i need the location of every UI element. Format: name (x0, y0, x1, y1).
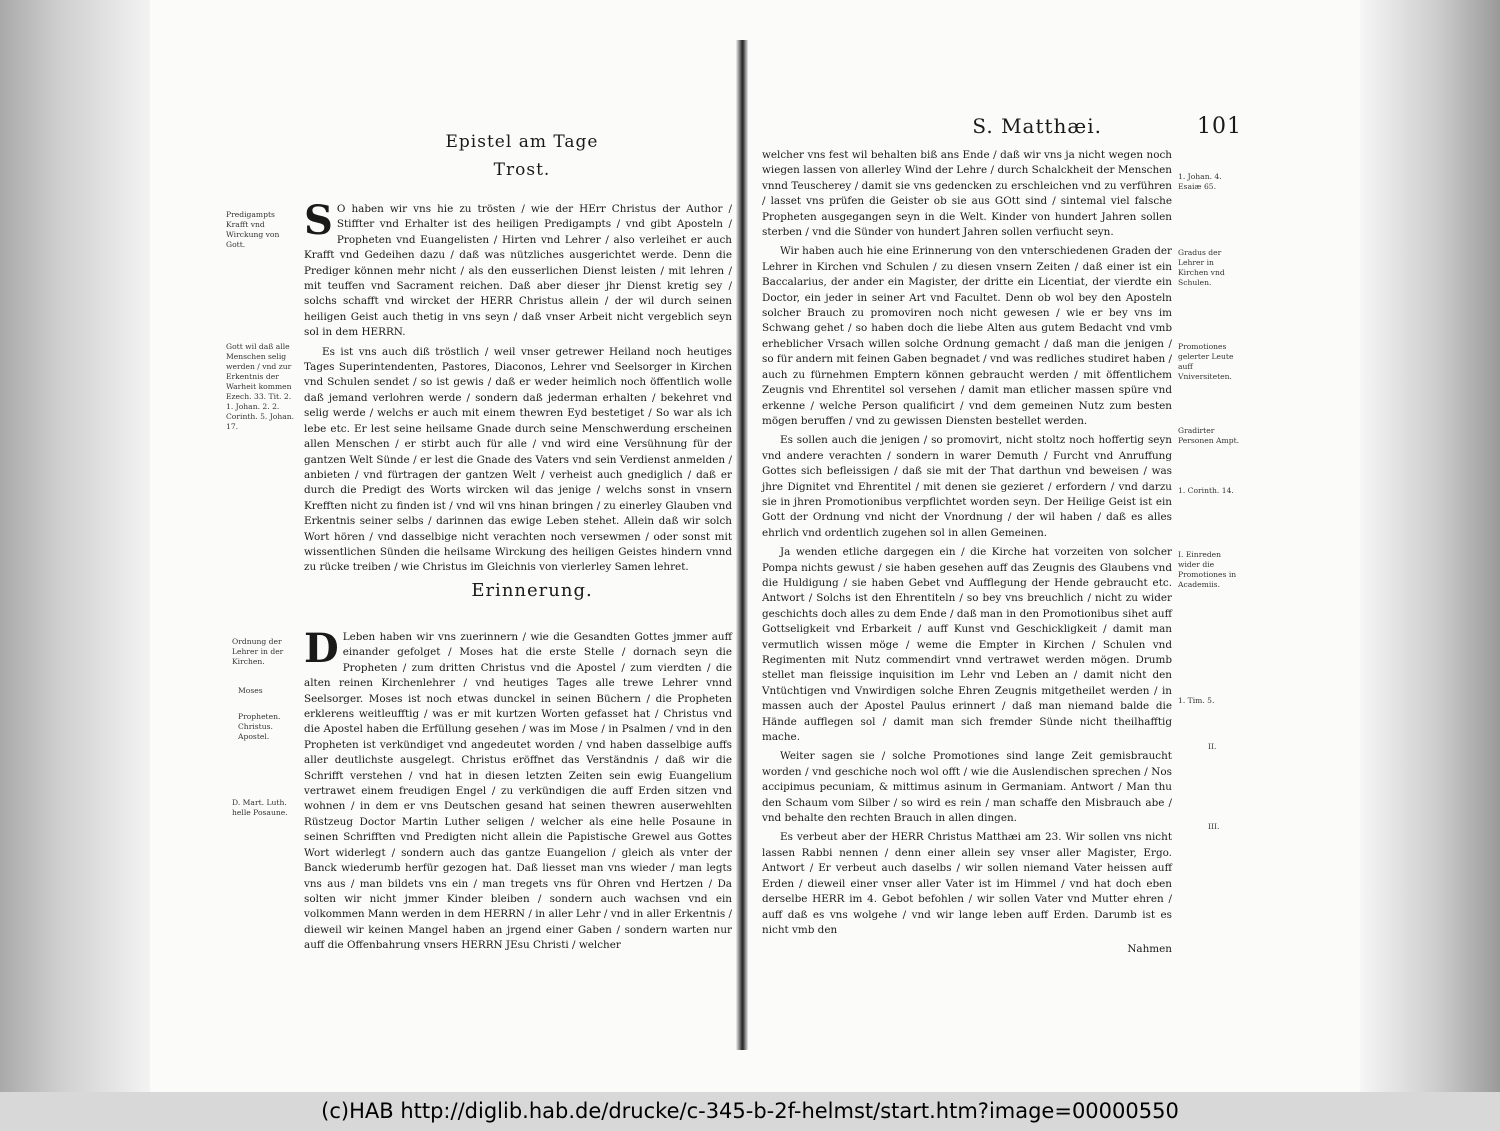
paragraph: Weiter sagen sie / solche Promotiones sind lange Zeit gemisbraucht worden / vnd geschiche noch wol offt / wie die Auslendischen sprechen / Nos accipimus pecuniam, & mittimus asinum in Germaniam. Antwort / Man thu den Schaum vom Silber / so wird es rein / man schaffe den Misbrauch abe / vnd behalte den rechten Brauch in allen dingen. (762, 750, 1172, 825)
margin-note: 1. Tim. 5. (1178, 696, 1215, 705)
copyright-footer: (c)HAB http://diglib.hab.de/drucke/c-345-b-2f-helmst/start.htm?image=00000550 (0, 1092, 1500, 1131)
left-edge-shadow (0, 0, 150, 1092)
paragraph: Es sollen auch die jenigen / so promovirt, nicht stoltz noch hoffertig seyn vnd andere verachten / sondern in warer Demuth / Furcht vnd Anruffung Gottes sich befleissigen / daß sie mit der That darthun vnd beweisen / was jhre Dignitet vnd Ehrentitel / mit denen sie gezieret / erfordern / vnd darzu sie in jhren Promotionibus verpflichtet worden seyn. Der Heilige Geist ist ein Gott der Ordnung vnd nicht der Vnordnung / der wil haben / daß es alles ehrlich vnd ordentlich zugehen sol in allen Gemeinen. (762, 434, 1172, 539)
margin-note: Propheten. Christus. Apostel. (238, 712, 281, 741)
folio-number: 101 (1197, 114, 1242, 139)
margin-note: D. Mart. Luth. helle Posaune. (232, 798, 288, 817)
paragraph: welcher vns fest wil behalten biß ans Ende / daß wir vns ja nicht wegen noch wiegen lassen von allerley Wind der Lehre / durch Schalckheit der Menschen vnnd Teuscherey / damit sie vns gedencken zu erschleichen vnd zu verführen / lasset vns prüfen die Geister ob sie aus GOtt sind / sintemal viel falsche Propheten ausgegangen seyn in die Welt. Kinder von hundert Jahren sollen sterben / vnd die Sünder von hundert Jahren sollen verfiucht seyn. (762, 149, 1172, 239)
dropcap: S (304, 197, 333, 244)
paragraph: Wir haben auch hie eine Erinnerung von den vnterschiedenen Graden der Lehrer in Kirchen vnd Schulen / zu diesen vnsern Zeiten / daß einer ist ein Baccalarius, der ander ein Magister, der dritte ein Licentiat, der vierdte ein Doctor, ein jeder in seiner Art vnd Facultet. Denn ob wol bey den Aposteln solcher Brauch zu promoviren noch nicht gewesen / wie er bey vns im Schwang gehet / so haben doch die liebe Alten aus gutem Bedacht vnd vmb erheblicher Vrsach willen solche Ordnung gemacht / daß man die jenigen / so für andern mit feinen Gaben begnadet / vnd was redliches studiret haben / auch zu fürnehmen Emptern können gebraucht werden / mit öffentlichem Zeugnis vnd Ehrentitel sol versehen / damit man etlicher massen spüre vnd erkenne / welche Person qualificirt / vnd dem gemeinen Nutz zum besten mögen beruffen / vnd zu gewissen Diensten bestellet werden. (762, 245, 1172, 427)
right-body (762, 148, 1172, 958)
margin-note: 1. Corinth. 14. (1178, 486, 1234, 495)
catchword: Nahmen (1127, 943, 1172, 956)
left-subheading: Trost. (493, 160, 551, 180)
margin-note: III. (1208, 822, 1220, 831)
margin-note: Gott wil daß alle Menschen selig werden / vnd zur Erkentnis der Warheit kommen Ezech. 33. Tit. 2. 1. Johan. 2. 2. Corinth. 5. Johan. 17. (226, 342, 295, 431)
margin-note: II. (1208, 742, 1217, 751)
section-heading: Erinnerung. (471, 580, 593, 601)
paragraph: Ja wenden etliche dargegen ein / die Kirche hat vorzeiten von solcher Pompa nichts gewust / sie haben gesehen auff das Zeugnis des Glaubens vnd die Huldigung / sie haben Gebet vnd Aufflegung der Hende gebraucht etc. Antwort / Solchs ist den Ehrentiteln / so bey vns breuchlich / nicht zu wider geschichts doch alles zu dem Ende / daß man in den Promotionibus sihet auff Gottseligkeit vnd Erbarkeit / auff Kunst vnd Geschickligkeit / damit man vermutlich wissen möge / weme die Empter in Kirchen / Schulen vnd Regimenten mit Nutz commendirt vnnd vertrawet werden mögen. Drumb stellet man fleissige inquisition im Lehr vnd Leben an / damit nicht den Vntüchtigen vnd Vnwirdigen solche Ehren Zeugnis mitgetheilet werden / in massen auch der Apostel Paulus erinnert / daß man niemand balde die Hände aufflegen sol / damit man sich fremder Sünde nicht theilhafftig mache. (762, 546, 1172, 744)
left-heading: Epistel am Tage (445, 132, 599, 152)
margin-note: Gradirter Personen Ampt. (1178, 426, 1240, 445)
dropcap: D (304, 625, 339, 672)
paragraph: Es verbeut aber der HERR Christus Matthæi am 23. Wir sollen vns nicht lassen Rabbi nennen / denn einer allein sey vnser aller Magister, Ergo. Antwort / Er verbeut auch daselbs / wir sollen niemand Vater heissen auff Erden / dieweil einer vnser aller Vater ist im Himmel / vnd hat doch eben derselbe HERR im 4. Gebot befohlen / wir sollen Vater vnd Mutter ehren / auff daß es vns wolgehe / vnd wir lange leben auff Erden. Darumb ist es nicht vmb den (762, 831, 1172, 936)
margin-note: 1. Johan. 4. Esaiæ 65. (1178, 172, 1222, 191)
left-body-1: S O haben wir vns hie zu trösten / wie der HErr Christus der Author / Stiffter vnd Erhalter ist des heiligen Predigampts / vnd gibt Aposteln / Propheten vnd Euangelisten / Hirten vnd Lehrer / also verleihet er auch Krafft vnd Gedeihen dazu / daß was nützliches ausgerichtet werde. Denn die Prediger können mehr nicht / als den eusserlichen Dienst leisten / mit lehren / mit teuffen vnd Sacrament reichen. Daß aber dieser jhr Dienst kretig sey / solchs schafft vnd wircket der HERR Christus allein / der wil durch seinen heiligen Geist auch thetig in vns seyn / daß vnser Arbeit nicht vergeblich seyn sol in dem HERRN. Es ist vns auch diß tröstlich / weil vnser getrewer Heiland noch heutiges Tages Superintendenten, Pastores, Diaconos, Lehrer vnd Seelsorger in Kirchen vnd Schulen sendet / so ist gewis / daß er weder heimlich noch öffentlich wolle daß jemand verlohren werde / sondern daß jederman erhalten / bekehret vnd selig werde / welchs er auch mit einem thewren Eyd bestetiget / So war als ich lebe etc. Er lest seine heilsame Gnade durch seine Menschwerdung erscheinen allen Menschen / er stirbt auch für alle / vnd wird eine Versühnung für der gantzen Welt Sünde / er lest die Gnade des Vaters vnd sein Verdienst anmelden / anbieten / vnd fürtragen der gantzen Welt / verheist auch gnediglich / daß er durch die Predigt des Worts wircken wil das jenige / welchs sonst in vnsern Krefften nicht zu finden ist / vnd wil vns hinan bringen / zu einerley Glauben vnd Erkentnis seiner selbs / darinnen das ewige Leben stehet. Allein daß wir solch Wort hören / vnd dasselbige nicht verachten noch versewmen / oder sonst mit wissentlichen Sünden die heilsame Wirckung des heiligen Geistes hindern vnnd zu rücke treiben / wie Christus im Gleichnis von vierlerley Samen lehret. (304, 202, 732, 580)
book-gutter (736, 40, 748, 1050)
margin-note: Moses (238, 686, 263, 695)
left-body-2: D Leben haben wir vns zuerinnern / wie die Gesandten Gottes jmmer auff einander gefolget / Moses hat die erste Stelle / dornach seyn die Propheten / zum dritten Christus vnd die Apostel / zum vierdten / die alten reinen Kirchenlehrer / vnd heutiges Tages alle trewe Lehrer vnnd Seelsorger. Moses ist noch etwas dunckel in seinen Büchern / die Propheten erklerens weitleufftig / was er mit kurtzen Worten gefasset hat / Christus vnd die Apostel haben die Erfüllung gesehen / was im Mose / in Psalmen / vnd in den Propheten ist verkündiget vnd angedeutet worden / vnd haben dasselbige auffs aller deutlichste ausgelegt. Christus eröffnet das Verständnis / daß wir die Schrifft verstehen / vnd hat in diesen letzten Zeiten sein ewig Euangelium vertrawet einem freudigen Engel / zu verkündigen die auff Erden sitzen vnd wohnen / in dem er vns Deutschen gesand hat seinen thewren auserwehlten Rüstzeug Doctor Martin Luther seligen / welcher als eine helle Posaune in seinen Schrifften vnd Predigten nicht allein die Papistische Grewel aus Gottes Wort widerlegt / sondern auch das gantze Euangelion / gleich als vnter der Banck wiederumb herfür gezogen hat. Daß liesset man vns wieder / man legts vns aus / man bildets vns ein / man tregets vns für Ohren vnd Hertzen / Da solten wir nicht jmmer Kinder bleiben / sondern auch wachsen vnd ein volkommen Mann werden in dem HERRN / in aller Lehr / vnd in aller Erkentnis / dieweil wir keinen Mangel haben an jrgend einer Gaben / sondern warten nur auff die Offenbahrung vnsers HERRN JEsu Christi / welcher (304, 625, 732, 952)
margin-note: I. Einreden wider die Promotiones in Academiis. (1178, 550, 1237, 589)
margin-note: Promotiones gelerter Leute auff Vniversiteten. (1178, 342, 1234, 381)
margin-note: Predigampts Krafft vnd Wirckung von Gott. (226, 210, 280, 249)
paragraph: Es ist vns auch diß tröstlich / weil vnser getrewer Heiland noch heutiges Tages Superintendenten, Pastores, Diaconos, Lehrer vnd Seelsorger in Kirchen vnd Schulen sendet / so ist gewis / daß er weder heimlich noch öffentlich wolle daß jemand verlohren werde / sondern daß jederman erhalten / bekehret vnd selig werde / welchs er auch mit einem thewren Eyd bestetiget / So war als ich lebe etc. Er lest seine heilsame Gnade durch seine Menschwerdung erscheinen allen Menschen / er stirbt auch für alle / vnd wird eine Versühnung für der gantzen Welt Sünde / er lest die Gnade des Vaters vnd sein Verdienst anmelden / anbieten / vnd fürtragen der gantzen Welt / verheist auch gnediglich / daß er durch die Predigt des Worts wircken wil das jenige / welchs sonst in vnsern Krefften nicht zu finden ist / vnd wil vns hinan bringen / zu einerley Glauben vnd Erkentnis seiner selbs / darinnen das ewige Leben stehet. Allein daß wir solch Wort hören / vnd dasselbige nicht verachten noch versewmen / oder sonst mit wissentlichen Sünden die heilsame Wirckung des heiligen Geistes hindern vnnd zu rücke treiben / wie Christus im Gleichnis von vierlerley Samen lehret. (304, 345, 732, 574)
margin-note: Ordnung der Lehrer in der Kirchen. (232, 637, 284, 666)
margin-note: Gradus der Lehrer in Kirchen vnd Schulen. (1178, 248, 1225, 287)
running-head: S. Matthæi. (972, 114, 1102, 138)
right-edge-shadow (1360, 0, 1500, 1092)
